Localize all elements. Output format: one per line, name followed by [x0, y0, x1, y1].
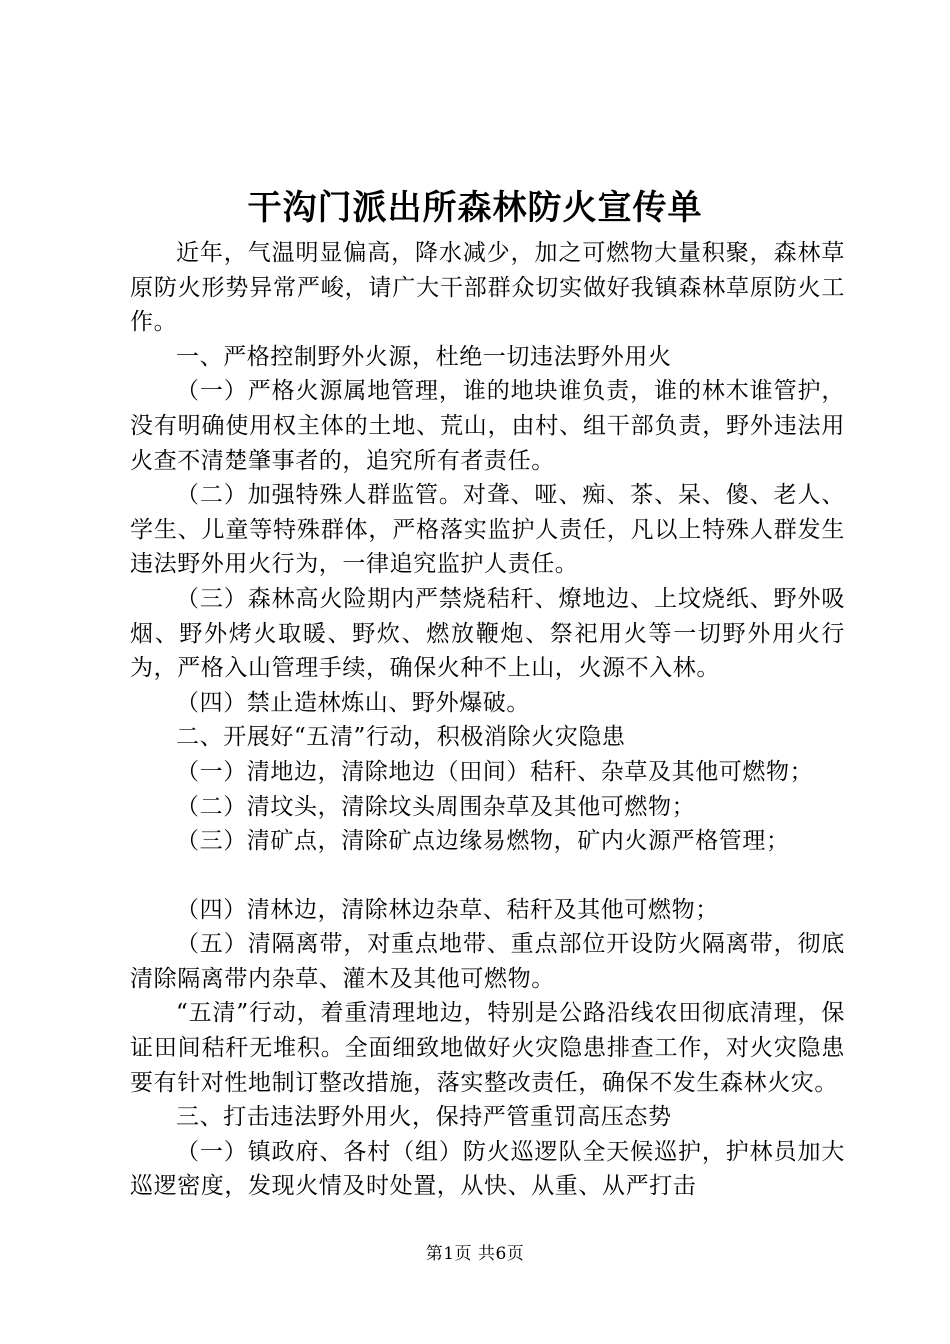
document-title: 干沟门派出所森林防火宣传单: [247, 188, 703, 228]
section-1-item-2: （二）加强特殊人群监管。对聋、哑、痴、茶、呆、傻、老人、学生、儿童等特殊群体，严格落实监护人责任，凡以上特殊人群发生违法野外用火行为，一律追究监护人责任。: [130, 482, 845, 578]
section-2-item-3: （三）清矿点，清除矿点边缘易燃物，矿内火源严格管理；: [176, 828, 790, 855]
intro-paragraph: 近年，气温明显偏高，降水减少，加之可燃物大量积聚，森林草原防火形势异常严峻，请广大干部群众切实做好我镇森林草原防火工作。: [130, 240, 845, 336]
section-2-summary: “五清”行动，着重清理地边，特别是公路沿线农田彻底清理，保证田间秸秆无堆积。全面细致地做好火灾隐患排查工作，对火灾隐患要有针对性地制订整改措施，落实整改责任，确保不发生森林火灾。: [130, 1000, 845, 1096]
section-1-item-3: （三）森林高火险期内严禁烧秸秆、燎地边、上坟烧纸、野外吸烟、野外烤火取暖、野炊、燃放鞭炮、祭祀用火等一切野外用火行为，严格入山管理手续，确保火种不上山，火源不入林。: [130, 585, 845, 682]
section-heading-2: 二、开展好“五清”行动，积极消除火灾隐患: [176, 724, 626, 751]
section-3-item-1: （一）镇政府、各村（组）防火巡逻队全天候巡护，护林员加大巡逻密度，发现火情及时处置，从快、从重、从严打击: [130, 1138, 845, 1200]
section-2-item-4: （四）清林边，清除林边杂草、秸秆及其他可燃物；: [176, 896, 719, 923]
section-1-item-1: （一）严格火源属地管理，谁的地块谁负责，谁的林木谁管护，没有明确使用权主体的土地、荒山，由村、组干部负责，野外违法用火查不清楚肇事者的，追究所有者责任。: [130, 378, 845, 474]
section-2-item-2: （二）清坟头，清除坟头周围杂草及其他可燃物；: [176, 793, 696, 820]
page-number-footer: 第1页 共6页: [425, 1244, 525, 1264]
section-heading-3: 三、打击违法野外用火，保持严管重罚高压态势: [176, 1104, 672, 1131]
section-2-item-1: （一）清地边，清除地边（田间）秸秆、杂草及其他可燃物；: [176, 758, 814, 785]
document-body: [130, 236, 845, 1204]
section-1-item-4: （四）禁止造林炼山、野外爆破。: [176, 689, 530, 716]
section-2-item-5: （五）清隔离带，对重点地带、重点部位开设防火隔离带，彻底清除隔离带内杂草、灌木及其他可燃物。: [130, 931, 845, 992]
section-heading-1: 一、严格控制野外火源，杜绝一切违法野外用火: [176, 343, 672, 370]
